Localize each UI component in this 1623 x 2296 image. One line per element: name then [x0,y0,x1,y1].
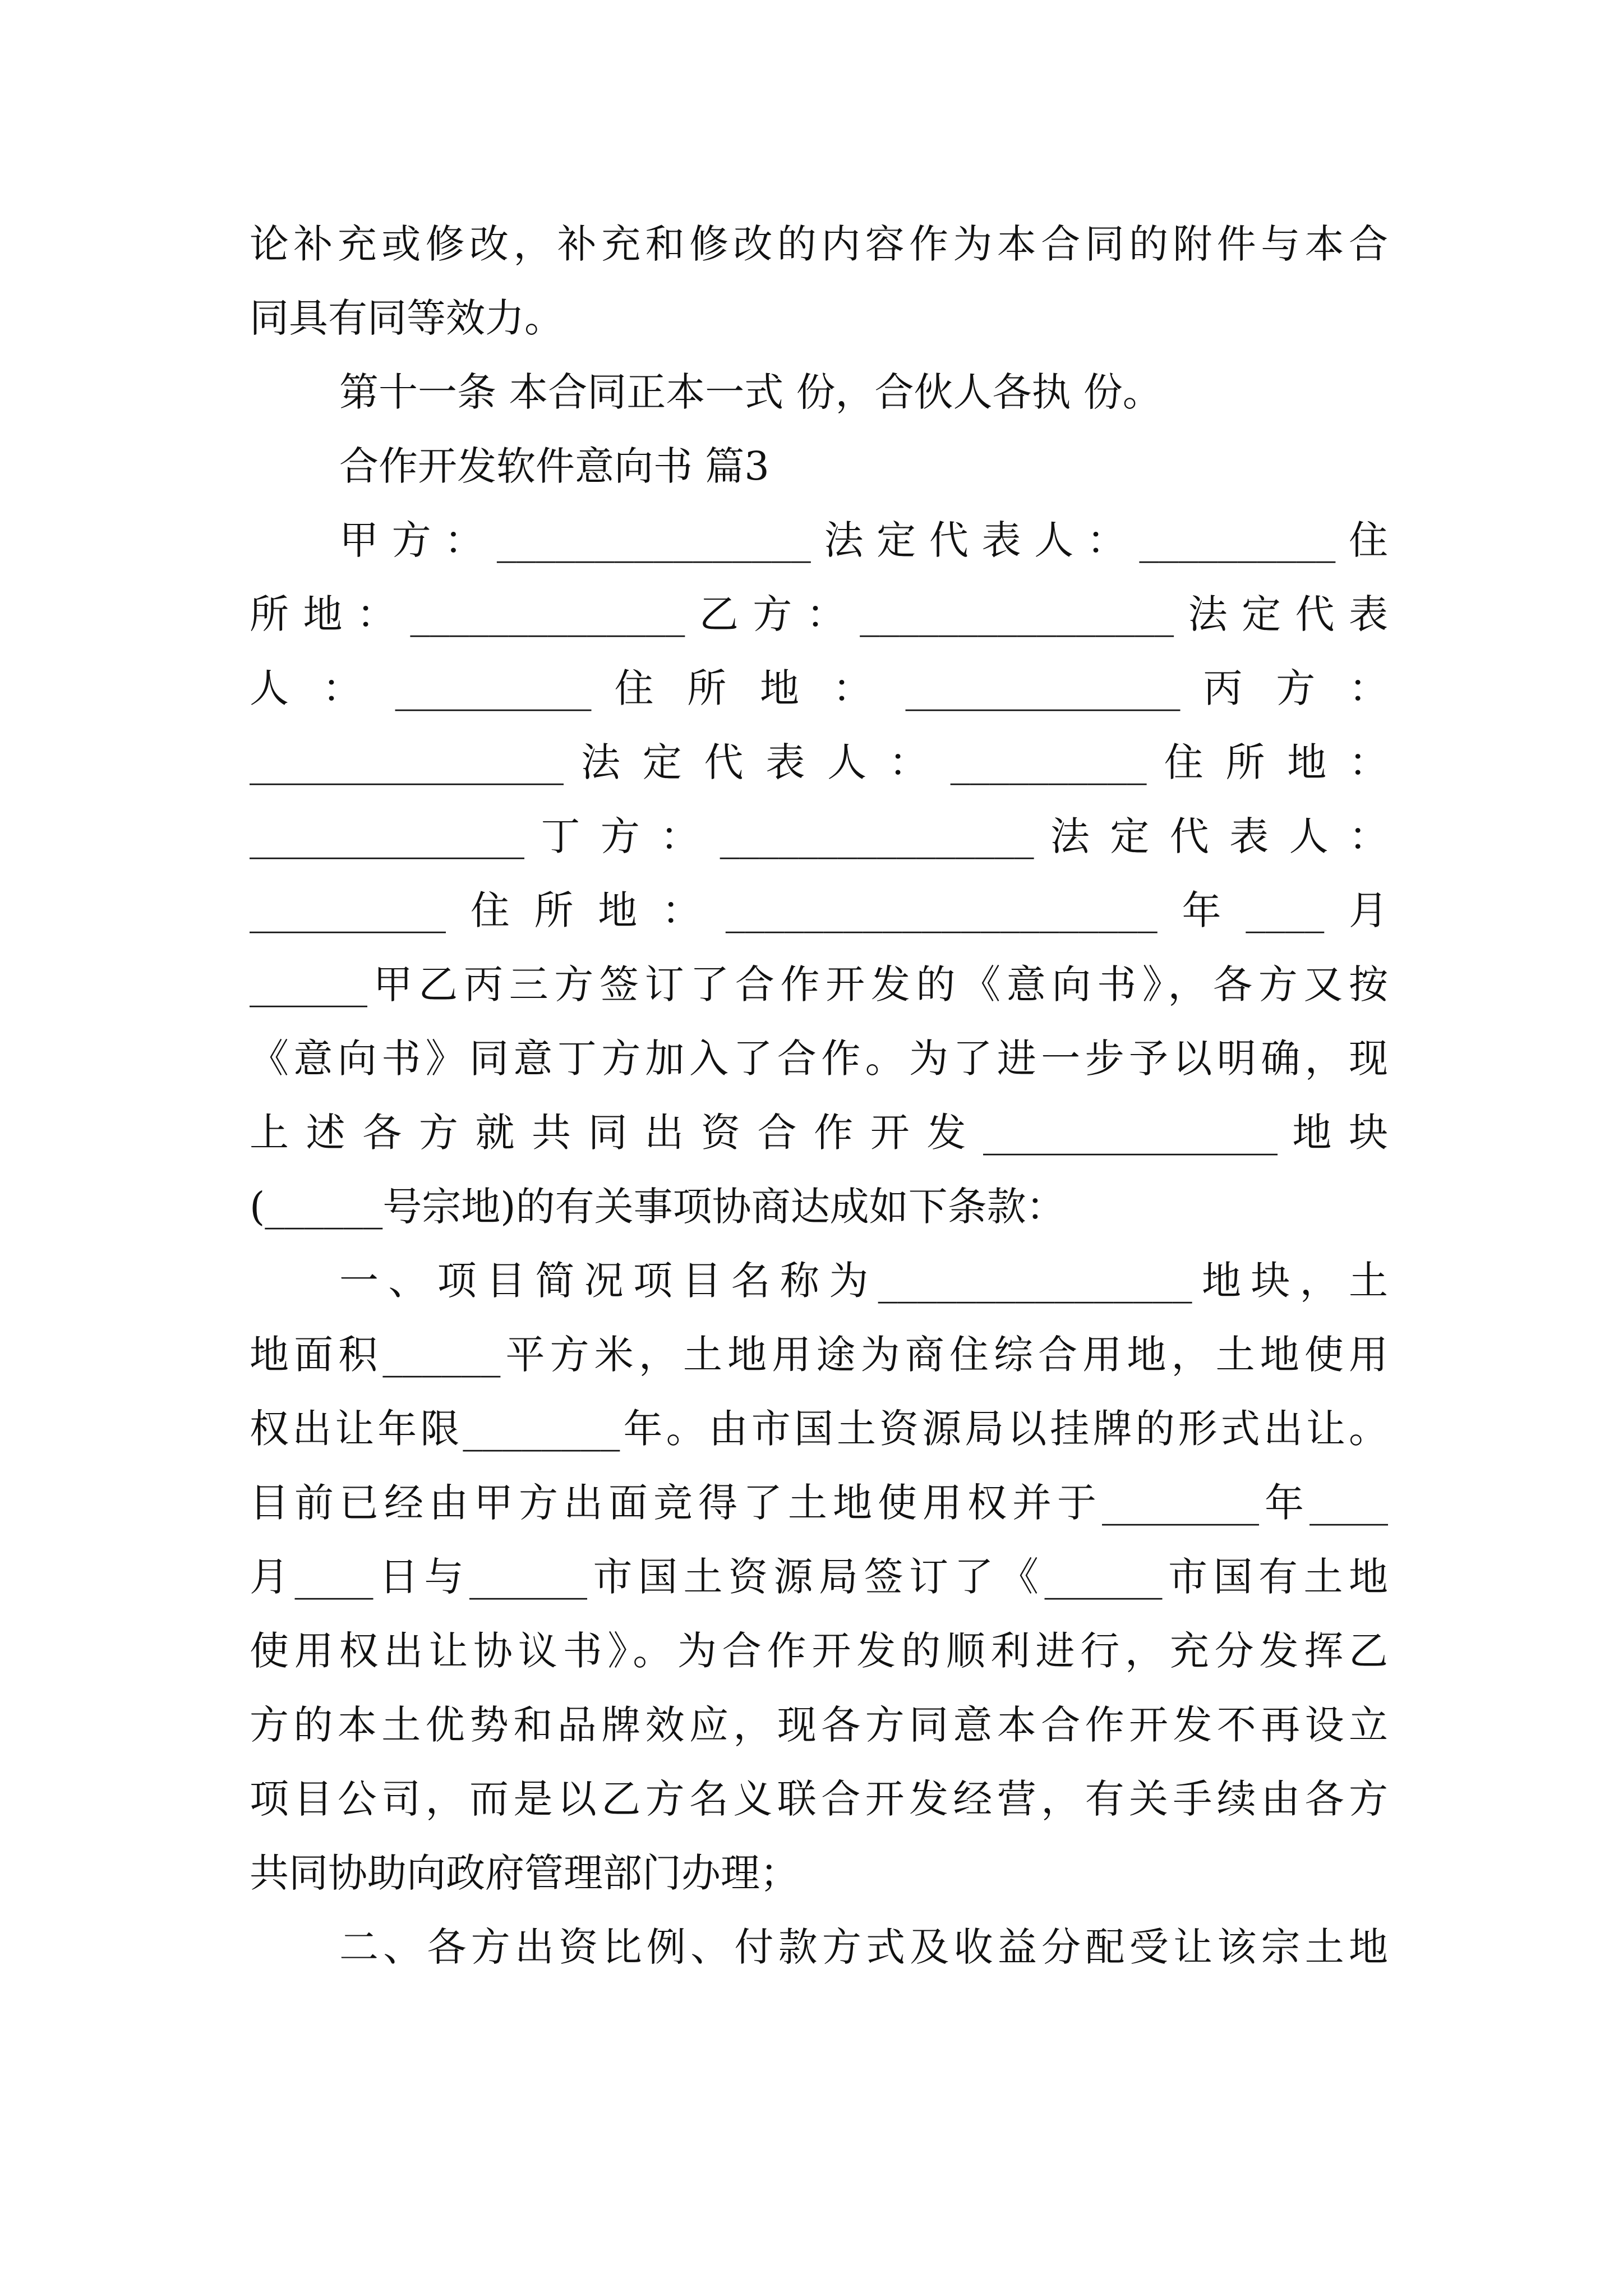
text-line: 人 ： __________ 住 所 地 ： ______________ 丙 方 ： [250,665,1388,711]
text-line: 甲方：________________法定代表人：__________住 [339,517,1388,563]
text-line: __________住所地：______________________年____月 [250,887,1388,933]
section-heading: 合作开发软件意向书 篇3 [339,443,769,489]
text-line: 月____日与______市国土资源局签订了《______市国有土地 [250,1554,1388,1600]
text-line: ________________ 法 定 代 表 人 ： __________ 住 所 地 ： [250,739,1388,785]
text-line: 权出让年限________年。由市国土资源局以挂牌的形式出让。 [250,1406,1388,1452]
text-line: 论补充或修改，补充和修改的内容作为本合同的附件与本合 [250,221,1388,267]
text-line: ______________ 丁 方 ： ________________ 法 定 代 表 人 ： [250,813,1388,859]
text-line: 第十一条 本合同正本一式 份，合伙人各执 份。 [339,369,1162,415]
text-line: (______号宗地)的有关事项协商达成如下条款： [250,1184,1066,1230]
text-line: 地面积______平方米，土地用途为商住综合用地，土地使用 [250,1332,1388,1378]
text-line: 一、项目简况项目名称为________________地块，土 [339,1258,1388,1304]
text-line: ______甲乙丙三方签订了合作开发的《意向书》，各方又按 [250,961,1388,1007]
text-line: 《意向书》同意丁方加入了合作。为了进一步予以明确，现 [250,1036,1388,1082]
text-line: 二、各方出资比例、付款方式及收益分配受让该宗土地 [339,1924,1388,1970]
text-line: 共同协助向政府管理部门办理； [250,1850,799,1896]
text-line: 所地：______________乙方：________________法定代表 [250,591,1388,637]
text-line: 使用权出让协议书》。为合作开发的顺利进行，充分发挥乙 [250,1628,1388,1674]
text-line: 目前已经由甲方出面竞得了土地使用权并于________年____ [250,1480,1388,1526]
text-line: 同具有同等效力。 [250,295,564,341]
text-line: 项目公司，而是以乙方名义联合开发经营，有关手续由各方 [250,1776,1388,1822]
text-line: 方的本土优势和品牌效应，现各方同意本合作开发不再设立 [250,1702,1388,1748]
text-line: 上 述 各 方 就 共 同 出 资 合 作 开 发 _______________ 地 块 [250,1110,1388,1156]
